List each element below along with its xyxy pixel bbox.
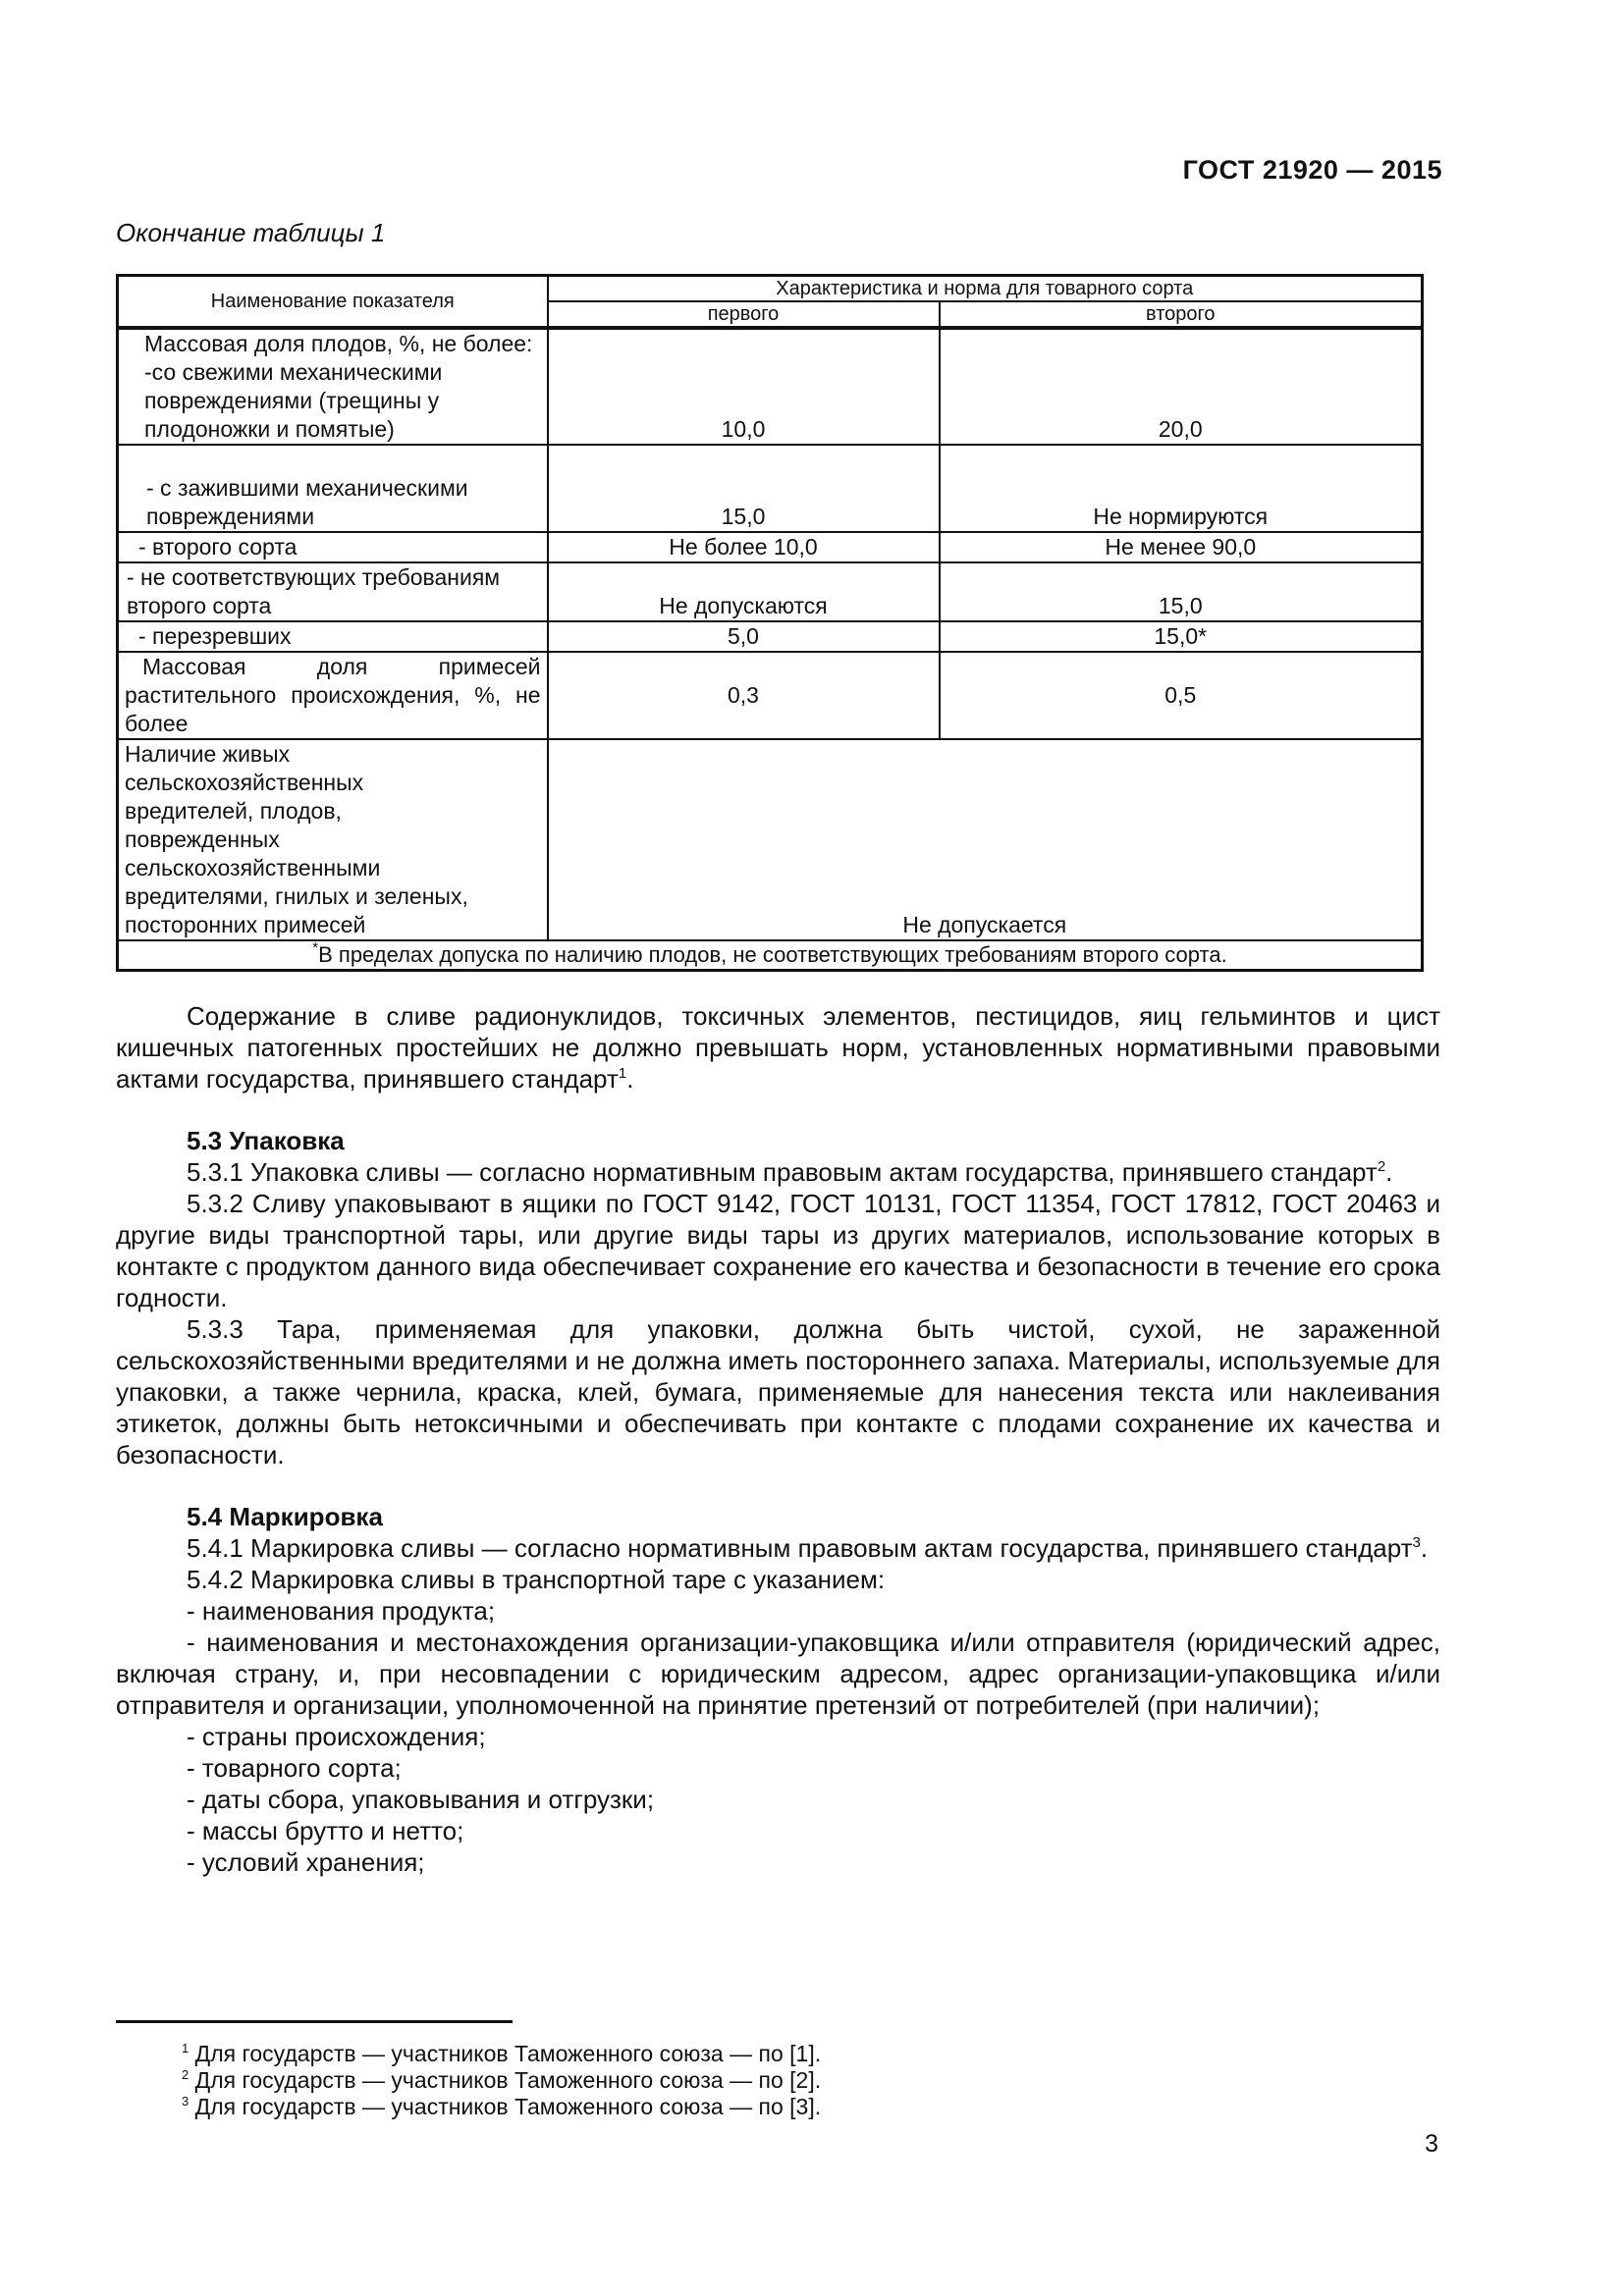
paragraph: 5.4.1 Маркировка сливы — согласно нормативным правовым актам государства, принявшего стандарт$^3$. (187, 1533, 1429, 1563)
row-label: - перезревших (118, 621, 548, 652)
row-label: Наличие живых сельскохозяйственных вредителей, плодов, поврежденных сельскохозяйственными вредителями, гнилых и зеленых, посторонних примесей (118, 739, 548, 940)
list-item: - даты сбора, упаковывания и отгрузки; (187, 1785, 655, 1814)
table-caption: Окончание таблицы 1 (116, 218, 386, 247)
row-value-second: Не нормируются (940, 445, 1423, 532)
list-item: - массы брутто и нетто; (187, 1816, 464, 1845)
col-header-name: Наименование показателя (118, 276, 548, 329)
row-value-first: 10,0 (548, 328, 940, 445)
table-row (118, 739, 1423, 940)
col-header-group: Характеристика и норма для товарного сорта (548, 276, 1423, 302)
footnotes (182, 2041, 1065, 2120)
document-code: ГОСТ 21920 — 2015 (1182, 155, 1442, 185)
table-footnote: В пределах допуска по наличию плодов, не соответствующих требованиям второго сорта. (318, 942, 1227, 967)
table-row (118, 652, 1423, 739)
row-label: Массовая доля плодов, %, не более: (144, 331, 533, 356)
row-value-second: 20,0 (940, 328, 1423, 445)
row-value-first: Не допускаются (548, 562, 940, 621)
footnote: $^2$ Для государств — участников Таможенного союза — по [2]. (182, 2067, 822, 2093)
page-number: 3 (1425, 2130, 1438, 2158)
footnote-divider (116, 2020, 513, 2023)
row-label: - второго сорта (118, 532, 548, 562)
table-footnote-row (118, 940, 1423, 971)
row-label: -со свежими механическими повреждениями (трещины у плодоножки и помятые) (144, 359, 443, 442)
footnote-ref: 2 (1377, 1158, 1386, 1175)
list-item: - условий хранения; (187, 1847, 425, 1877)
paragraph: 5.4.2 Маркировка сливы в транспортной таре с указанием: (187, 1565, 886, 1594)
footnote: $^3$ Для государств — участников Таможенного союза — по [3]. (182, 2094, 822, 2119)
list-item: - страны происхождения; (187, 1722, 486, 1751)
paragraph: Содержание в сливе радионуклидов, токсичных элементов, пестицидов, яиц гельминтов и цист кишечных патогенных простейших не должно превышать норм, установленных нормативными правовыми актами государства, принявшего стандарт$^1$. (116, 1001, 1440, 1094)
row-value-second: 0,5 (940, 652, 1423, 739)
row-value-merged: Не допускается (548, 739, 1423, 940)
footnote-ref: 3 (1412, 1534, 1421, 1551)
row-value-first: 5,0 (548, 621, 940, 652)
table-row (118, 328, 1423, 445)
footnote-ref: 1 (618, 1065, 627, 1082)
quality-table (116, 274, 1424, 972)
list-item: - наименования и местонахождения организации-упаковщика и/или отправителя (юридический адрес, включая страну, и, при несовпадении с юридическим адресом, адрес организации-упаковщика и/или отправителя и организации, уполномоченной на принятие претензий от потребителей (при наличии); (116, 1628, 1440, 1720)
row-value-first: Не более 10,0 (548, 532, 940, 562)
row-value-first: 0,3 (548, 652, 940, 739)
row-value-second: 15,0* (940, 621, 1423, 652)
body-text (116, 1000, 1440, 1878)
row-label: - с зажившими механическими повреждениями (118, 445, 548, 532)
row-label: Массовая доля примесей растительного происхождения, %, не более (118, 652, 548, 739)
list-item: - товарного сорта; (187, 1753, 402, 1783)
table-row (118, 445, 1423, 532)
table-row (118, 532, 1423, 562)
row-value-second: Не менее 90,0 (940, 532, 1423, 562)
row-label: - не соответствующих требованиям второго сорта (118, 562, 548, 621)
footnote: $^1$ Для государств — участников Таможенного союза — по [1]. (182, 2041, 822, 2066)
col-header-second: второго (940, 301, 1423, 328)
paragraph: 5.3.3 Тара, применяемая для упаковки, должна быть чистой, сухой, не зараженной сельскохозяйственными вредителями и не должна иметь постороннего запаха. Материалы, используемые для упаковки, а также чернила, краска, клей, бумага, применяемые для нанесения текста или наклеивания этикеток, должны быть нетоксичными и обеспечивать при контакте с плодами сохранение их качества и безопасности. (116, 1314, 1440, 1469)
section-heading: 5.4 Маркировка (187, 1502, 383, 1531)
table-footnote-mark: * (312, 940, 319, 956)
row-value-second: 15,0 (940, 562, 1423, 621)
table-row (118, 562, 1423, 621)
row-value-first: 15,0 (548, 445, 940, 532)
table-row (118, 621, 1423, 652)
section-heading: 5.3 Упаковка (187, 1126, 345, 1155)
paragraph: 5.3.2 Сливу упаковывают в ящики по ГОСТ 9142, ГОСТ 10131, ГОСТ 11354, ГОСТ 17812, ГОСТ 20463 и другие виды транспортной тары, или другие виды тары из других материалов, использование которых в контакте с продуктом данного вида обеспечивает сохранение его качества и безопасности в течение его срока годности. (116, 1189, 1440, 1312)
paragraph: 5.3.1 Упаковка сливы — согласно нормативным правовым актам государства, принявшего стандарт$^2$. (187, 1157, 1393, 1187)
col-header-first: первого (548, 301, 940, 328)
list-item: - наименования продукта; (187, 1596, 496, 1626)
